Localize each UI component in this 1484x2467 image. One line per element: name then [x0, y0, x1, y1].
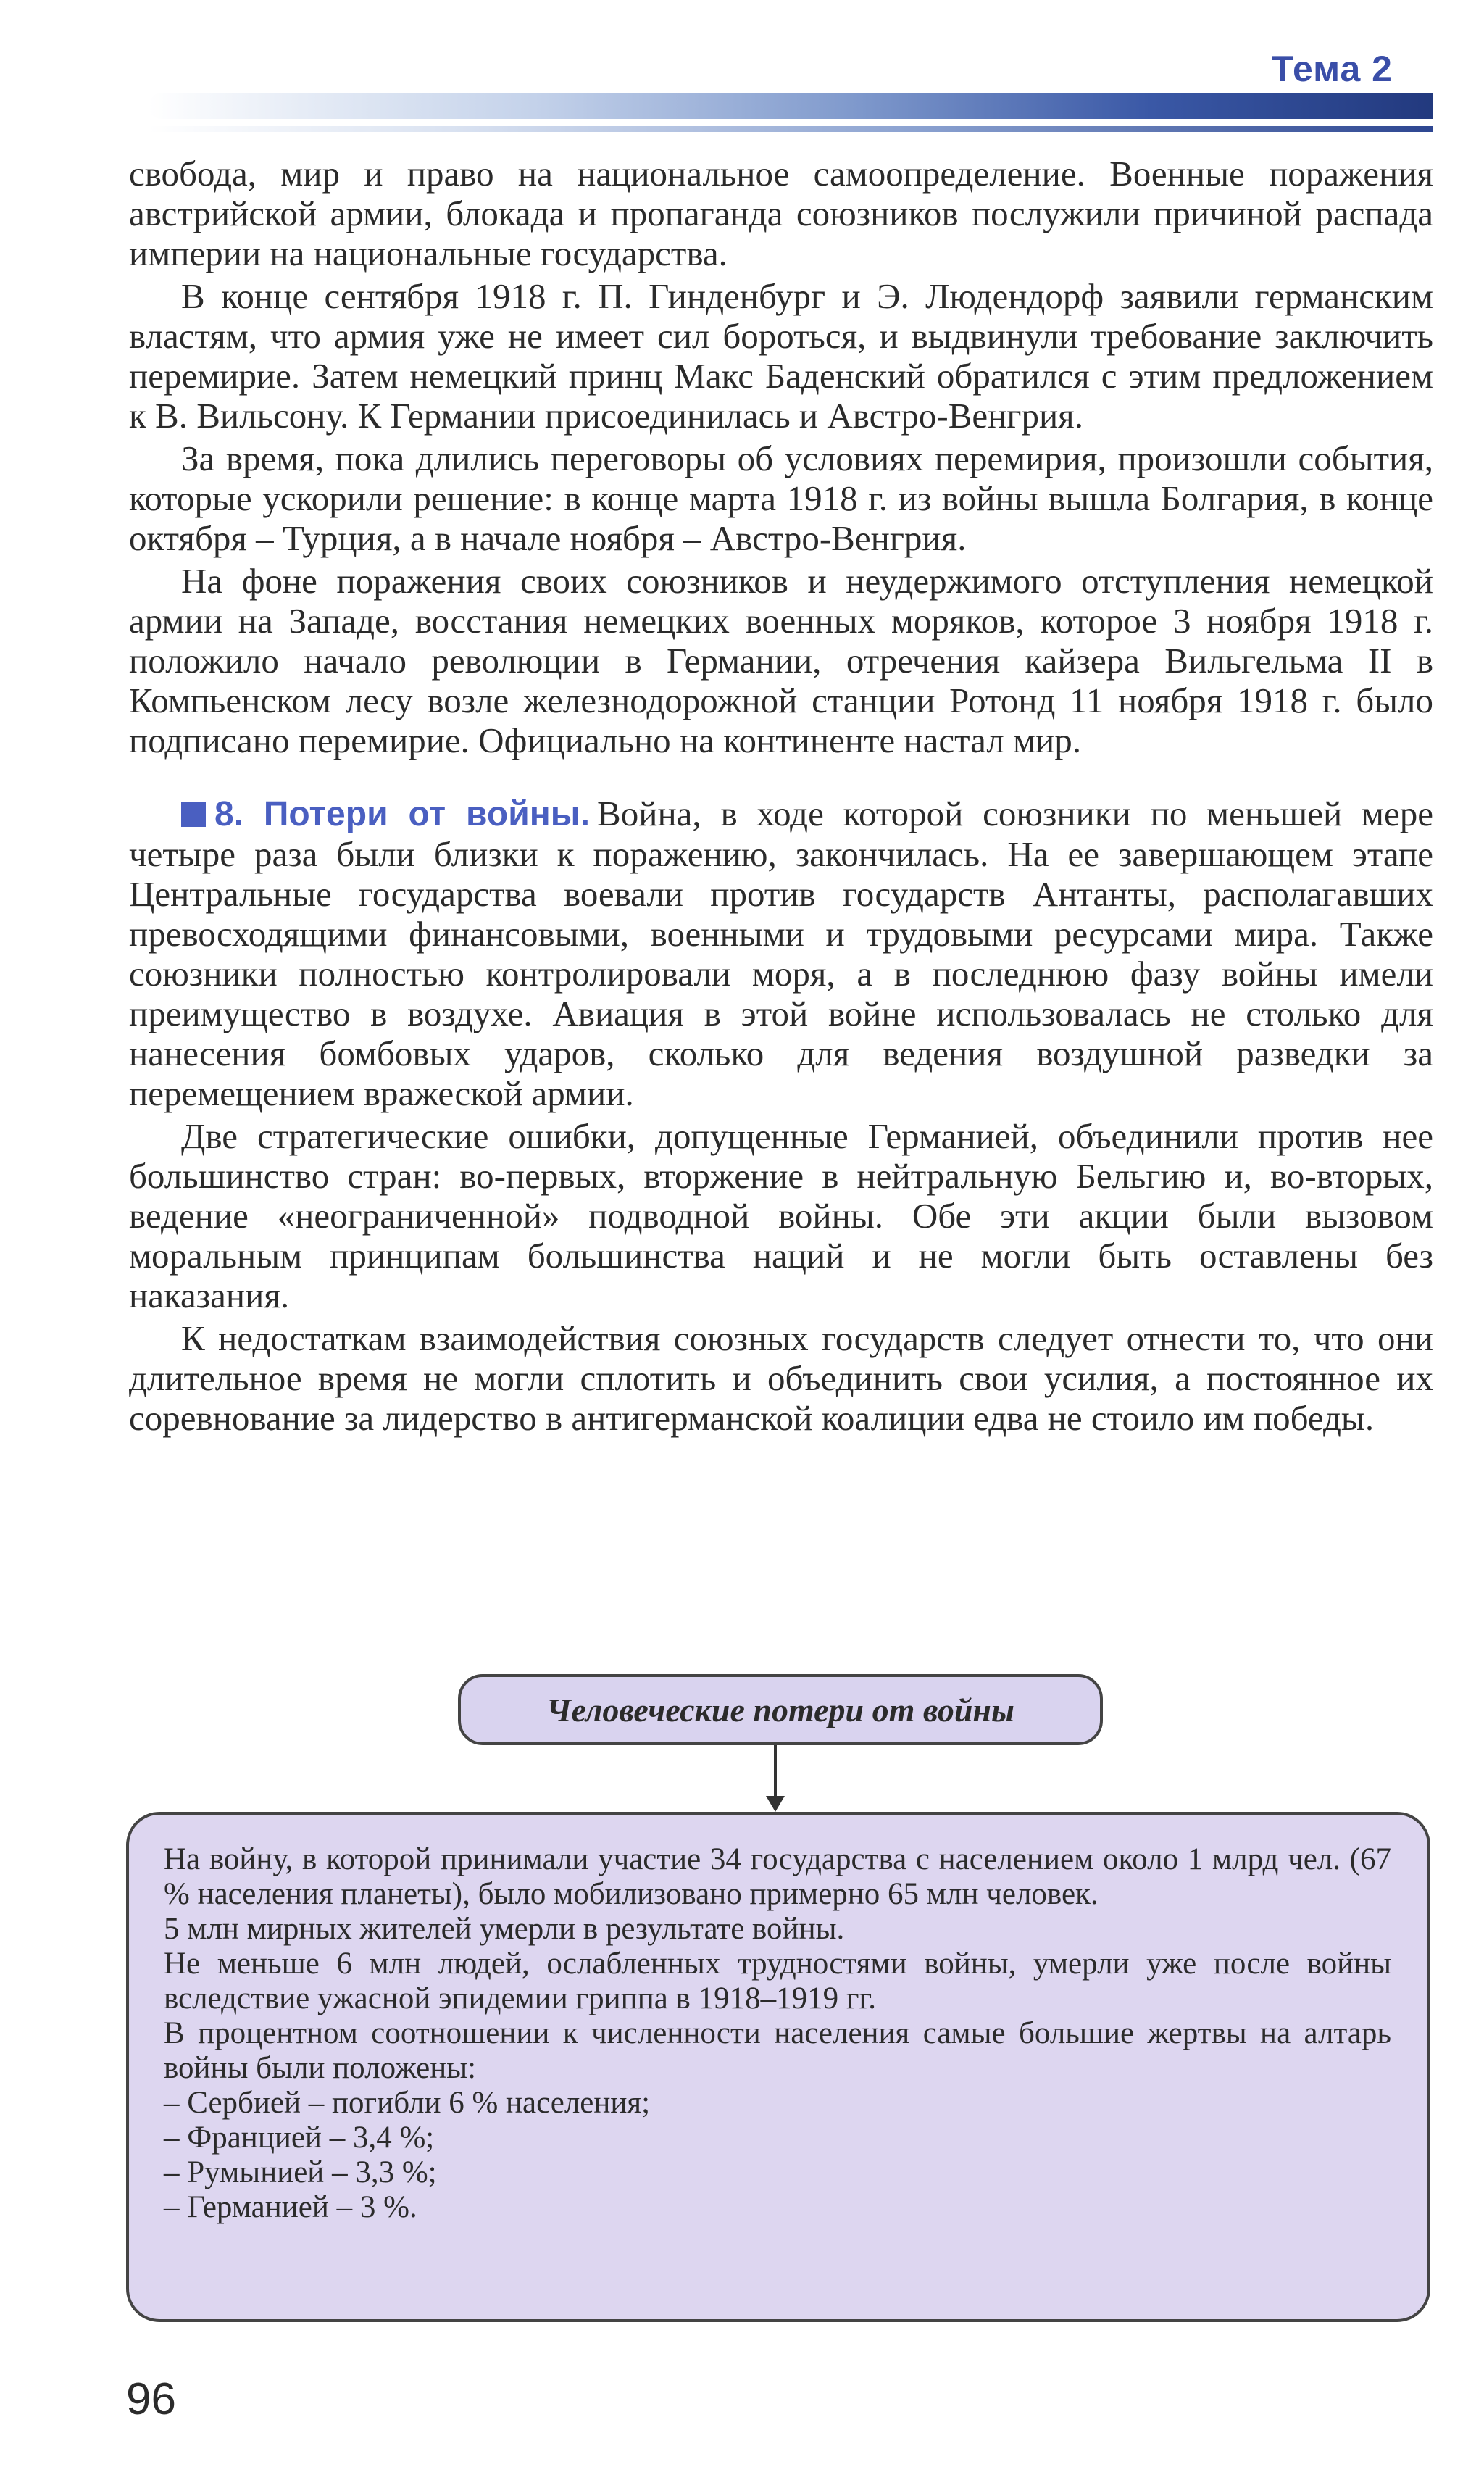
header-gradient-line	[149, 126, 1433, 132]
callout-line: На войну, в которой принимали участие 34 государства с населением около 1 млрд чел. (67 % населения планеты), было мобилизовано примерно 65 млн человек.	[164, 1842, 1391, 1911]
callout-list-item: – Румынией – 3,3 %;	[164, 2155, 437, 2189]
arrow-head-icon	[766, 1796, 785, 1812]
arrow-down-icon	[774, 1745, 777, 1799]
page-body	[129, 154, 1433, 1438]
callout-list-item: – Германией – 3 %.	[164, 2190, 417, 2224]
section-square-icon	[181, 802, 206, 827]
callout-list-item: – Сербией – погибли 6 % населения;	[164, 2086, 651, 2120]
page-header	[0, 0, 1484, 138]
callout-title-box	[458, 1674, 1103, 1745]
paragraph-4: На фоне поражения своих союзников и неудержимого отступления немецкой армии на Западе, восстания немецких военных моряков, которое 3 ноября 1918 г. положило начало революции в Германии, отречения кайзера Вильгельма II в Компьенском лесу возле железнодорожной станции Ротонд 11 ноября 1918 г. было подписано перемирие. Официально на континенте настал мир.	[129, 561, 1433, 760]
callout-line: 5 млн мирных жителей умерли в результате войны.	[164, 1912, 845, 1946]
section-text: Война, в ходе которой союзники по меньшей мере четыре раза были близки к поражению, закончилась. На ее завершающем этапе Центральные государства воевали против государств Антанты, располагавших превосходящими финансовыми, военными и трудовыми ресурсами мира. Также союзники полностью контролировали моря, а в последнюю фазу войны имели преимущество в воздухе. Авиация в этой войне использовалась не столько для нанесения бомбовых ударов, сколько для ведения воздушной разведки за перемещением вражеской армии.	[129, 794, 1433, 1113]
callout-box	[126, 1812, 1430, 2322]
header-gradient-bar	[149, 93, 1433, 119]
topic-label: Тема 2	[1271, 49, 1393, 89]
callout-line: Не меньше 6 млн людей, ослабленных трудностями войны, умерли уже после войны вследствие ужасной эпидемии гриппа в 1918–1919 гг.	[164, 1947, 1391, 2015]
paragraph-6: К недостаткам взаимодействия союзных государств следует отнести то, что они длительное время не могли сплотить и объединить свои усилия, а постоянное их соревнование за лидерство в антигерманской коалиции едва не стоило им победы.	[129, 1318, 1433, 1438]
paragraph-2: В конце сентября 1918 г. П. Гинденбург и Э. Людендорф заявили германским властям, что армия уже не имеет сил бороться, и выдвинули требование заключить перемирие. Затем немецкий принц Макс Баденский обратился с этим предложением к В. Вильсону. К Германии присоединилась и Австро-Венгрия.	[129, 276, 1433, 436]
callout-list-item: – Францией – 3,4 %;	[164, 2121, 435, 2155]
section-paragraph	[129, 794, 1433, 1113]
section-heading: 8. Потери от войны.	[214, 795, 591, 833]
paragraph-5: Две стратегические ошибки, допущенные Германией, объединили против нее большинство стран: во-первых, вторжение в нейтральную Бельгию и, во-вторых, ведение «неограниченной» подводной войны. Обе эти акции были вызовом моральным принципам большинства наций и не могли быть оставлены без наказания.	[129, 1116, 1433, 1315]
paragraph-3: За время, пока длились переговоры об условиях перемирия, произошли события, которые ускорили решение: в конце марта 1918 г. из войны вышла Болгария, в конце октября – Турция, а в начале ноября – Австро-Венгрия.	[129, 438, 1433, 558]
callout-line: В процентном соотношении к численности населения самые большие жертвы на алтарь войны были положены:	[164, 2016, 1391, 2085]
paragraph-1: свобода, мир и право на национальное самоопределение. Военные поражения австрийской армии, блокада и пропаганда союзников послужили причиной распада империи на национальные государства.	[129, 154, 1433, 273]
callout-title: Человеческие потери от войны	[546, 1691, 1014, 1728]
page-number: 96	[126, 2374, 176, 2424]
